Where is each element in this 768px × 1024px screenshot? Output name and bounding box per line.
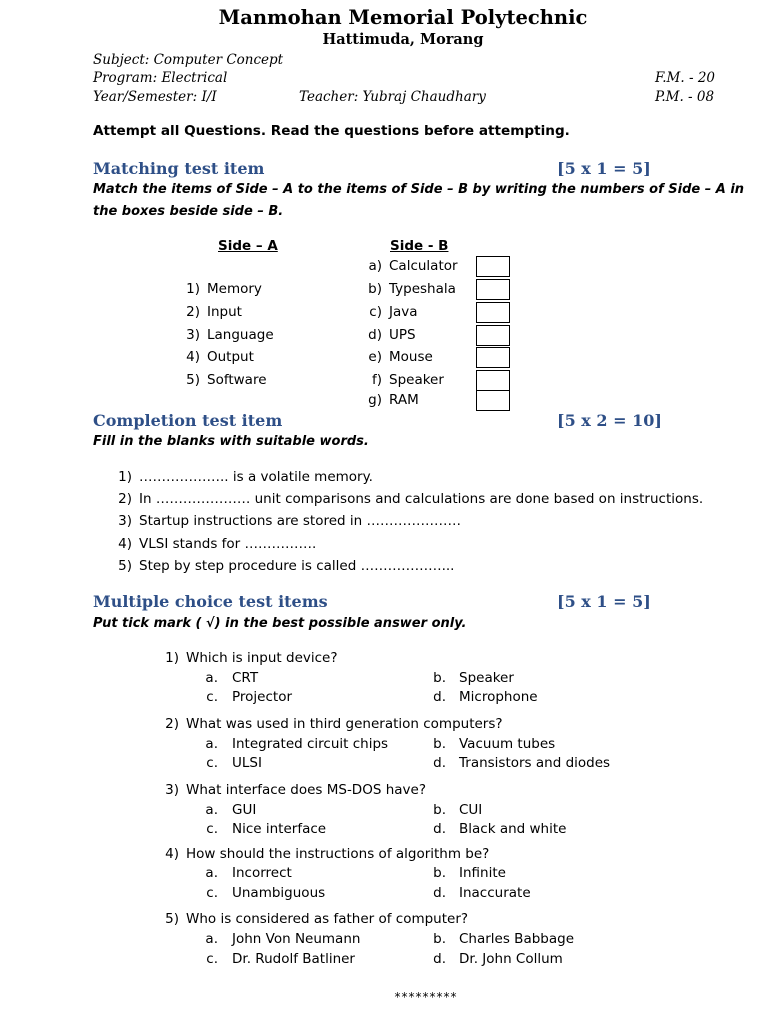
side-a-number: 2) [186, 304, 200, 320]
option-text: Microphone [459, 689, 538, 705]
option-text: Unambiguous [232, 885, 326, 901]
question-text: What interface does MS-DOS have? [186, 782, 426, 798]
option-text: Transistors and diodes [459, 755, 611, 771]
option-text: GUI [232, 802, 257, 818]
question-text: How should the instructions of algorithm be? [186, 846, 490, 862]
side-b-letter: g) [368, 392, 382, 408]
pass-marks: P.M. - 08 [655, 89, 715, 105]
side-a-number: 1) [186, 281, 200, 297]
question-text: Who is considered as father of computer? [186, 911, 469, 927]
option-letter: d. [433, 821, 446, 837]
side-a-text: Software [207, 372, 267, 388]
option-text: Projector [232, 689, 292, 705]
mcq-section-title: Multiple choice test items [93, 592, 328, 611]
side-b-letter: c) [369, 304, 382, 320]
item-number: 5) [118, 558, 132, 574]
question-number: 2) [165, 716, 179, 732]
general-instructions: Attempt all Questions. Read the questions before attempting. [93, 123, 570, 139]
answer-box[interactable] [476, 256, 510, 277]
option-letter: b. [433, 736, 446, 752]
side-b-text: RAM [389, 392, 419, 408]
option-letter: c. [206, 951, 218, 967]
option-letter: b. [433, 865, 446, 881]
side-b-letter: f) [371, 372, 382, 388]
option-letter: b. [433, 931, 446, 947]
mcq-section-marks: [5 x 1 = 5] [557, 592, 651, 611]
side-a-text: Output [207, 349, 254, 365]
option-letter: c. [206, 755, 218, 771]
option-text: Black and white [459, 821, 567, 837]
side-a-heading: Side – A [218, 238, 278, 254]
side-b-text: Java [389, 304, 418, 320]
answer-box[interactable] [476, 325, 510, 346]
question-text: What was used in third generation computers? [186, 716, 503, 732]
item-text: VLSI stands for ……………. [139, 536, 317, 552]
answer-box[interactable] [476, 390, 510, 411]
option-text: Charles Babbage [459, 931, 575, 947]
question-text: Which is input device? [186, 650, 338, 666]
option-letter: a. [205, 736, 218, 752]
side-b-letter: d) [368, 327, 382, 343]
option-text: Integrated circuit chips [232, 736, 389, 752]
option-letter: b. [433, 670, 446, 686]
subject-line: Subject: Computer Concept [93, 52, 284, 68]
side-a-number: 3) [186, 327, 200, 343]
item-text: Step by step procedure is called ………………... [139, 558, 455, 574]
option-letter: d. [433, 951, 446, 967]
option-letter: d. [433, 885, 446, 901]
item-text: ……………….. is a volatile memory. [139, 469, 373, 485]
side-b-letter: e) [368, 349, 382, 365]
option-text: Infinite [459, 865, 506, 881]
side-b-text: Mouse [389, 349, 433, 365]
side-a-number: 4) [186, 349, 200, 365]
matching-instructions-line1: Match the items of Side – A to the items of Side – B by writing the numbers of Side – A in [93, 182, 745, 197]
option-text: Dr. John Collum [459, 951, 563, 967]
side-b-letter: b) [368, 281, 382, 297]
side-b-text: UPS [389, 327, 416, 343]
option-text: Speaker [459, 670, 514, 686]
item-number: 3) [118, 513, 132, 529]
option-text: Incorrect [232, 865, 292, 881]
answer-box[interactable] [476, 279, 510, 300]
side-b-text: Typeshala [389, 281, 456, 297]
option-text: Nice interface [232, 821, 327, 837]
option-letter: a. [205, 670, 218, 686]
completion-section-title: Completion test item [93, 411, 283, 430]
option-text: John Von Neumann [232, 931, 361, 947]
side-a-text: Language [207, 327, 274, 343]
matching-section-title: Matching test item [93, 159, 265, 178]
option-letter: a. [205, 865, 218, 881]
option-letter: d. [433, 755, 446, 771]
option-text: ULSI [232, 755, 262, 771]
side-b-heading: Side - B [390, 238, 449, 254]
matching-instructions-line2: the boxes beside side – B. [93, 204, 284, 219]
option-text: CRT [232, 670, 259, 686]
side-b-text: Calculator [389, 258, 458, 274]
matching-section-marks: [5 x 1 = 5] [557, 159, 651, 178]
item-number: 1) [118, 469, 132, 485]
full-marks: F.M. - 20 [655, 70, 715, 86]
mcq-instructions: Put tick mark ( √) in the best possible answer only. [93, 616, 467, 631]
option-letter: c. [206, 821, 218, 837]
side-a-text: Input [207, 304, 242, 320]
item-number: 4) [118, 536, 132, 552]
option-letter: c. [206, 885, 218, 901]
option-text: Dr. Rudolf Batliner [232, 951, 355, 967]
answer-box[interactable] [476, 347, 510, 368]
end-marker: ********* [394, 990, 458, 1004]
completion-instructions: Fill in the blanks with suitable words. [93, 434, 369, 449]
question-number: 1) [165, 650, 179, 666]
option-text: Inaccurate [459, 885, 531, 901]
completion-section-marks: [5 x 2 = 10] [557, 411, 662, 430]
answer-box[interactable] [476, 370, 510, 391]
question-number: 5) [165, 911, 179, 927]
option-letter: a. [205, 931, 218, 947]
teacher-line: Teacher: Yubraj Chaudhary [299, 89, 486, 105]
item-text: In ………………… unit comparisons and calculations are done based on instructions. [139, 491, 704, 507]
option-letter: b. [433, 802, 446, 818]
option-text: Vacuum tubes [459, 736, 556, 752]
side-a-number: 5) [186, 372, 200, 388]
item-text: Startup instructions are stored in ………………… [139, 513, 461, 529]
side-b-letter: a) [368, 258, 382, 274]
page-title: Manmohan Memorial Polytechnic [218, 6, 588, 29]
item-number: 2) [118, 491, 132, 507]
option-letter: c. [206, 689, 218, 705]
answer-box[interactable] [476, 302, 510, 323]
program-line: Program: Electrical [93, 70, 228, 86]
page-subtitle: Hattimuda, Morang [322, 31, 484, 48]
option-letter: a. [205, 802, 218, 818]
side-b-text: Speaker [389, 372, 444, 388]
option-letter: d. [433, 689, 446, 705]
option-text: CUI [459, 802, 483, 818]
question-number: 3) [165, 782, 179, 798]
question-number: 4) [165, 846, 179, 862]
side-a-text: Memory [207, 281, 262, 297]
year-semester-line: Year/Semester: I/I [93, 89, 217, 105]
